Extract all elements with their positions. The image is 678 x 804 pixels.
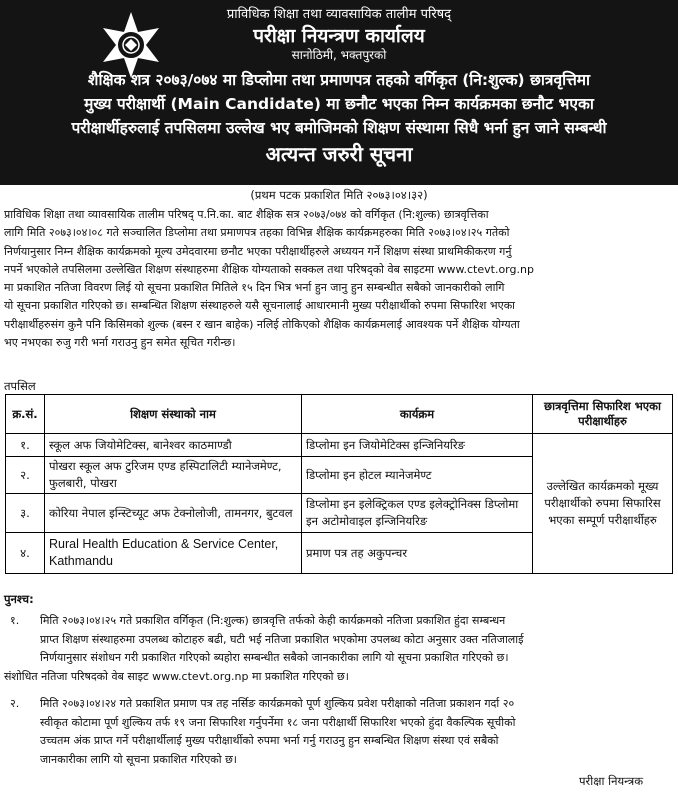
header-recommended-candidates: छात्रवृत्तिमा सिफारिश भएका परीक्षार्थीहरु xyxy=(533,395,673,434)
institutions-table xyxy=(5,394,673,574)
program-cell: डिप्लोमा इन इलेक्ट्रिकल एण्ड इलेक्ट्रोनिक्स डिप्लोमा इन अटोमोवाइल इन्जिनियरिङ xyxy=(302,494,533,533)
serial-number-cell: ३. xyxy=(6,494,45,533)
note-line: जानकारीका लागि यो सूचना प्रकाशित गरिएको छ। xyxy=(40,752,237,766)
note-line: प्राप्त शिक्षण संस्थाहरुमा उपलब्ध कोटाहरु बढी, घटी भई नतिजा प्रकाशित भएकोमा उपलब्ध कोटा अनुसार उक्त नतिजालाई xyxy=(40,632,524,646)
serial-number-cell: १. xyxy=(6,434,45,457)
note-number: १. xyxy=(10,614,20,627)
institution-cell: स्कूल अफ जियोमेटिक्स, बानेश्वर काठमाण्डौ xyxy=(45,434,302,457)
intro-line: निर्णयानुसार निम्न शैक्षिक कार्यक्रमको मूल्य उमेदवारमा छनौट भएका परीक्षार्थीहरुले अध्ययन गर्ने शिक्षण संस्था प्राथमिकीकरण गर्नु xyxy=(4,244,512,258)
signatory-title: परीक्षा नियन्त्रक xyxy=(579,774,644,788)
urgent-notice-heading: अत्यन्त जरुरी सूचना xyxy=(265,142,413,166)
header-program: कार्यक्रम xyxy=(302,395,533,434)
program-cell: डिप्लोमा इन जियोमेटिक्स इन्जिनियरिङ xyxy=(302,434,533,457)
note-line: मिति २०७३।०४।२४ गते प्रकाशित प्रमाण पत्र तह नर्सिङ कार्यक्रमको पूर्ण शुल्किय प्रवेश परीक्षाको नतिजा प्रकाशन गर्दा २० xyxy=(40,697,515,710)
header-serial-number: क्र.सं. xyxy=(6,395,45,434)
details-label: तपसिल xyxy=(4,379,36,393)
intro-line: नपर्ने भएकोले तपसिलमा उल्लेखित शिक्षण संस्थाहरुमा शैक्षिक योग्यताको सक्कल तथा परिषद्को वेब साइटमा www.ctevt.org.np xyxy=(4,262,534,276)
office-address: सानोठिमी, भक्तपुरको xyxy=(291,48,387,62)
postscript-note xyxy=(4,695,674,769)
note-line: संशोधित नतिजा परिषदको वेब साइट www.ctevt.org.np मा प्रकाशित गरिएको छ। xyxy=(4,669,349,683)
postscript-heading: पुनश्च: xyxy=(4,592,34,606)
note-line: स्वीकृत कोटामा पूर्ण शुल्किय तर्फ १९ जना सिफारिश गर्नुपर्नेमा १८ जना परीक्षार्थी सिफारिश भएको हुंदा वैकल्पिक सूचीको xyxy=(40,715,516,729)
intro-line: प्राविधिक शिक्षा तथा व्यावसायिक तालीम परिषद् प.नि.का. बाट शैक्षिक सत्र २०७३/०७४ को वर्गिकृत (नि:शुल्क) छात्रवृत्तिका xyxy=(4,208,489,221)
note-number: २. xyxy=(10,697,20,710)
institution-cell: कोरिया नेपाल इन्स्टिच्यूट अफ टेक्नोलोजी, तामनगर, बुटवल xyxy=(45,494,302,533)
office-name: परीक्षा नियन्त्रण कार्यालय xyxy=(253,25,425,47)
serial-number-cell: ४. xyxy=(6,533,45,574)
intro-line: मा प्रकाशित नतिजा विवरण लिई यो सूचना प्रकाशित मितिले १५ दिन भित्र भर्ना हुन जानु हुन सम्बन्धीत सबैको जानकारीको लागि xyxy=(4,281,505,295)
notice-title-line: मुख्य परीक्षार्थी (Main Candidate) मा छनौट भएका निम्न कार्यक्रमका छनौट भएका xyxy=(84,95,594,113)
program-cell: प्रमाण पत्र तह अकुपन्चर xyxy=(302,533,533,574)
note-line: उच्चतम अंक प्राप्त गर्ने परीक्षार्थीलाई मुख्य परीक्षार्थीको रुपमा भर्ना गर्नु गराउनु हुन सम्बन्धित शिक्षण संस्था एवं सबैको xyxy=(40,734,499,747)
note-line: निर्णयानुसार संशोधन गरी प्रकाशित गरिएको ब्यहोरा सम्बन्धीत सबैको जानकारीका लागि यो सूचना प्रकाशित गरिएको छ। xyxy=(40,651,509,664)
intro-line: यो सूचना प्रकाशित गरिएको छ। सम्बन्धित शिक्षण संस्थाहरुले यसै सूचनालाई आधारमानी मुख्य परीक्षार्थीको रुपमा सिफारिश भएका xyxy=(4,299,515,313)
notice-title-line: शैक्षिक शत्र २०७३/०७४ मा डिप्लोमा तथा प्रमाणपत्र तहको वर्गिकृत (नि:शुल्क) छात्रवृत्तिमा xyxy=(87,71,591,89)
header-institution-name: शिक्षण संस्थाको नाम xyxy=(45,395,302,434)
council-name: प्राविधिक शिक्षा तथा व्यावसायिक तालीम परिषद् xyxy=(226,7,452,22)
notice-title-line: परीक्षार्थीहरुलाई तपसिलमा उल्लेख भए बमोजिमको शिक्षण संस्थामा सिधै भर्ना हुन जाने सम्बन्धी xyxy=(71,119,607,137)
institution-cell: Rural Health Education & Service Center, Kathmandu xyxy=(45,533,302,574)
note-line: मिति २०७३।०४।२५ गते प्रकाशित वर्गिकृत (नि:शुल्क) छात्रवृत्ति तर्फको केही कार्यक्रमको नतिजा प्रकाशित हुंदा सम्बन्धन xyxy=(40,614,506,627)
table-header-row xyxy=(6,395,673,434)
intro-line: लागि मिति २०७३।०४।०८ गते सञ्चालित डिप्लोमा तथा प्रमाणपत्र तहका विभिन्न शैक्षिक कार्यक्रमहरुका मिति २०७३।०४।२५ गतेको xyxy=(4,226,510,240)
intro-paragraph xyxy=(4,206,674,352)
first-published-date: (प्रथम पटक प्रकाशित मिति २०७३।०४।३२) xyxy=(250,188,428,202)
program-cell: डिप्लोमा इन होटल म्यानेजमेण्ट xyxy=(302,457,533,494)
postscript-note xyxy=(4,612,674,686)
header-banner xyxy=(0,0,678,185)
institution-cell: पोखरा स्कूल अफ टुरिजम एण्ड हस्पिटालिटी म्यानेजमेण्ट, फुलबारी, पोखरा xyxy=(45,457,302,494)
recommended-candidates-cell: उल्लेखित कार्यक्रमको मूख्य परीक्षार्थीको रुपमा सिफारिस भएका सम्पूर्ण परीक्षार्थीहरु xyxy=(533,434,673,574)
intro-line: परीक्षार्थीहरुसंग कुनै पनि किसिमको शुल्क (बस्न र खान बाहेक) नलिई तोकिएको शैक्षिक कार्यक्रमलाई आवश्यक पर्ने शैक्षिक योग्यता xyxy=(4,317,520,331)
serial-number-cell: २. xyxy=(6,457,45,494)
table-row xyxy=(6,434,673,457)
intro-line: भए नभएका रुजु गरी भर्ना गराउनु हुन समेत सूचित गरीन्छ। xyxy=(4,336,236,350)
